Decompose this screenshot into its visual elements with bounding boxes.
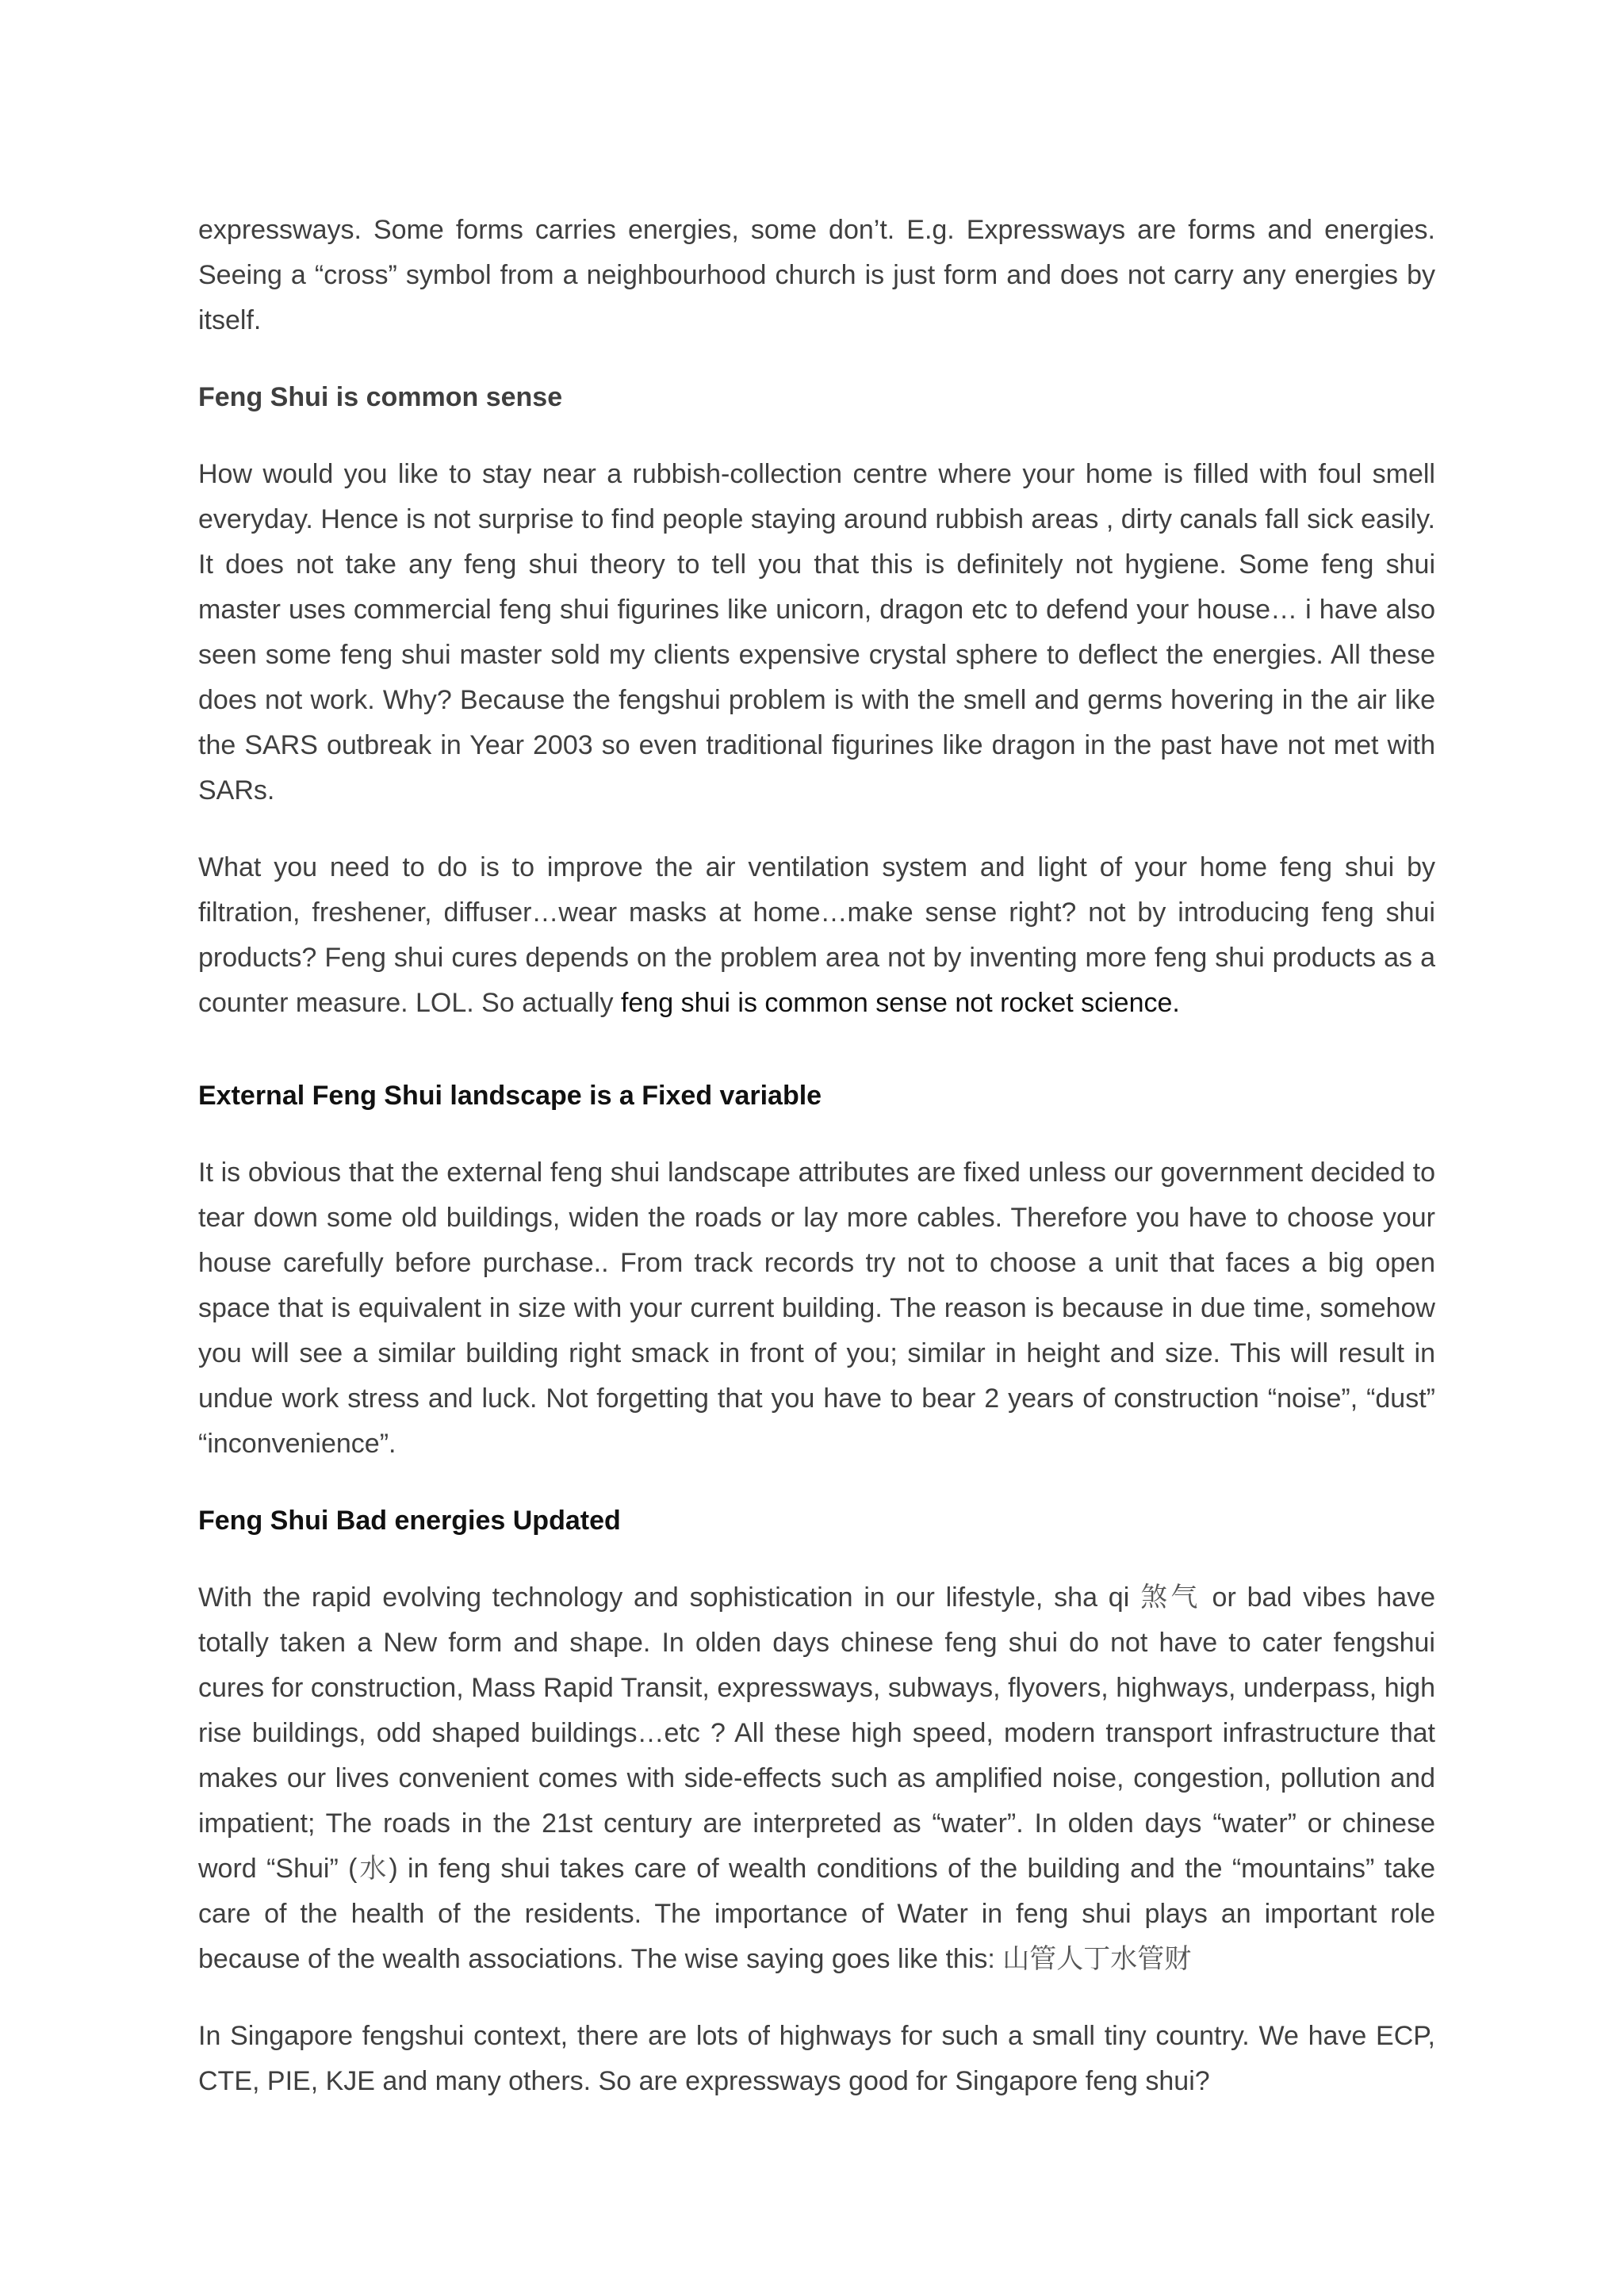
paragraph-singapore	[198, 2014, 1435, 2104]
paragraph-technology-text-1: With the rapid evolving technology and sophistication in our lifestyle, sha qi	[198, 1582, 1141, 1613]
paragraph-ventilation	[198, 845, 1435, 1026]
paragraph-intro	[198, 208, 1435, 343]
paragraph-technology-text-2: or bad vibes have totally taken a New form and shape. In olden days chinese feng shui do not have to cater fengshui cures for construction, Mass Rapid Transit, expressways, subways, flyovers, highways, underpass, high rise buildings, odd shaped buildings…etc ? All these high speed, modern transport infrastructure that makes our lives convenient comes with side-effects such as amplified noise, congestion, pollution and impatient; The roads in the 21st century are interpreted as “water”. In olden days “water” or chinese word “Shui” (	[198, 1582, 1436, 1884]
paragraph-external	[198, 1150, 1435, 1467]
paragraph-technology-text-3: ) in feng shui takes care of wealth conditions of the building and the “mountains” take care of the health of the residents. The importance of Water in feng shui plays an important role because of the wealth associations. The wise saying goes like this:	[198, 1854, 1436, 1974]
paragraph-ventilation-conclusion: feng shui is common sense not rocket science.	[620, 988, 1180, 1018]
paragraph-intro-text: expressways. Some forms carries energies, some don’t. E.g. Expressways are forms and energies. Seeing a “cross” symbol from a neighbourhood church is just form and does not carry any energies by itself.	[198, 215, 1435, 335]
paragraph-rubbish	[198, 452, 1435, 813]
chinese-term-sha-qi: 煞气	[1140, 1582, 1201, 1613]
document-page	[198, 208, 1435, 2136]
paragraph-ventilation-text: What you need to do is to improve the air ventilation system and light of your home feng shui by filtration, freshener, diffuser…wear masks at home…make sense right? not by introducing feng shui products? Feng shui cures depends on the problem area not by inventing more feng shui products as a counter measure. LOL. So actually	[198, 852, 1435, 1018]
paragraph-technology	[198, 1575, 1435, 1982]
heading-external-landscape: External Feng Shui landscape is a Fixed variable	[198, 1081, 822, 1111]
paragraph-rubbish-text: How would you like to stay near a rubbish-collection centre where your home is filled with foul smell everyday. Hence is not surprise to find people staying around rubbish areas , dirty canals fall sick easily. It does not take any feng shui theory to tell you that this is definitely not hygiene. Some feng shui master uses commercial feng shui figurines like unicorn, dragon etc to defend your house… i have also seen some feng shui master sold my clients expensive crystal sphere to deflect the energies. All these does not work. Why? Because the fengshui problem is with the smell and germs hovering in the air like the SARS outbreak in Year 2003 so even traditional figurines like dragon in the past have not met with SARs.	[198, 459, 1435, 806]
heading-common-sense: Feng Shui is common sense	[198, 382, 563, 412]
paragraph-external-text: It is obvious that the external feng shui landscape attributes are fixed unless our government decided to tear down some old buildings, widen the roads or lay more cables. Therefore you have to choose your house carefully before purchase.. From track records try not to choose a unit that faces a big open space that is equivalent in size with your current building. The reason is because in due time, somehow you will see a similar building right smack in front of you; similar in height and size. This will result in undue work stress and luck. Not forgetting that you have to bear 2 years of construction “noise”, “dust” “inconvenience”.	[198, 1158, 1435, 1459]
heading-bad-energies: Feng Shui Bad energies Updated	[198, 1506, 621, 1536]
chinese-term-water: 水	[357, 1853, 389, 1885]
paragraph-singapore-text: In Singapore fengshui context, there are lots of highways for such a small tiny country. We have ECP, CTE, PIE, KJE and many others. So are expressways good for Singapore feng shui?	[198, 2021, 1435, 2096]
chinese-saying: 山管人丁水管财	[1002, 1943, 1192, 1975]
